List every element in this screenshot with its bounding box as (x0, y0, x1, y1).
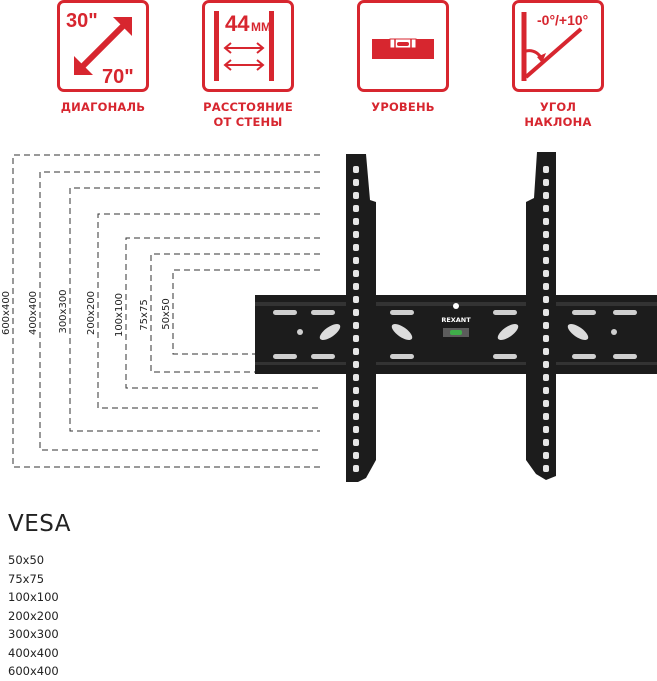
level-caption (333, 100, 473, 115)
vesa-title: VESA (8, 511, 72, 537)
level-box (357, 0, 449, 92)
diagonal-caption (33, 100, 173, 115)
vesa-size-item: 100x100 (8, 590, 59, 604)
vesa-frame-label: 300x300 (58, 289, 69, 334)
brand-logo: REXANT (441, 316, 471, 324)
vesa-frame-label: 75x75 (139, 299, 150, 331)
bubble-level-icon (360, 3, 446, 89)
distance-caption-line-1: РАССТОЯНИЕ (203, 100, 293, 114)
level-caption-line: УРОВЕНЬ (371, 100, 435, 114)
tilt-caption-line-2: НАКЛОНА (524, 115, 592, 129)
vesa-size-list (8, 551, 59, 681)
diagonal-max-value: 70" (102, 66, 134, 88)
vesa-frame-label: 400x400 (28, 290, 39, 336)
bracket-right-arm (526, 152, 556, 480)
bracket-left-arm (346, 154, 376, 482)
vesa-frame-label: 100x100 (114, 292, 125, 338)
distance-value: 44 (225, 11, 250, 36)
wall-bracket (255, 152, 657, 482)
feature-wall-distance (178, 0, 318, 130)
feature-level (333, 0, 473, 115)
vesa-frame-label: 600x400 (1, 290, 12, 336)
diagonal-caption-line: ДИАГОНАЛЬ (60, 100, 146, 114)
vesa-bracket-diagram (0, 140, 657, 500)
distance-box (202, 0, 294, 92)
distance-caption-line-2: ОТ СТЕНЫ (213, 115, 283, 129)
vesa-size-item: 300x300 (8, 627, 59, 641)
wall-distance-icon (205, 3, 291, 89)
vesa-size-item: 50x50 (8, 553, 45, 567)
vesa-size-item: 200x200 (8, 608, 59, 623)
tilt-box (512, 0, 604, 92)
vesa-size-item: 400x400 (8, 645, 59, 660)
distance-caption (178, 100, 318, 130)
tilt-angle-icon (515, 3, 601, 89)
vesa-size-item: 600x400 (8, 664, 59, 678)
distance-unit: ММ (251, 20, 271, 34)
vesa-size-item: 75x75 (8, 571, 45, 586)
vesa-frame-label: 50x50 (161, 298, 172, 330)
diagonal-min-value: 30" (66, 10, 98, 32)
tilt-value: -0°/+10° (537, 12, 589, 28)
vesa-frame-label: 200x200 (86, 290, 97, 336)
level-bubble-icon (450, 330, 462, 335)
diagonal-arrows-icon (60, 3, 146, 89)
tilt-caption-line-1: УГОЛ (539, 100, 577, 114)
diagonal-box (57, 0, 149, 92)
tilt-caption (488, 100, 628, 130)
feature-diagonal (33, 0, 173, 115)
feature-tilt-angle (488, 0, 628, 130)
